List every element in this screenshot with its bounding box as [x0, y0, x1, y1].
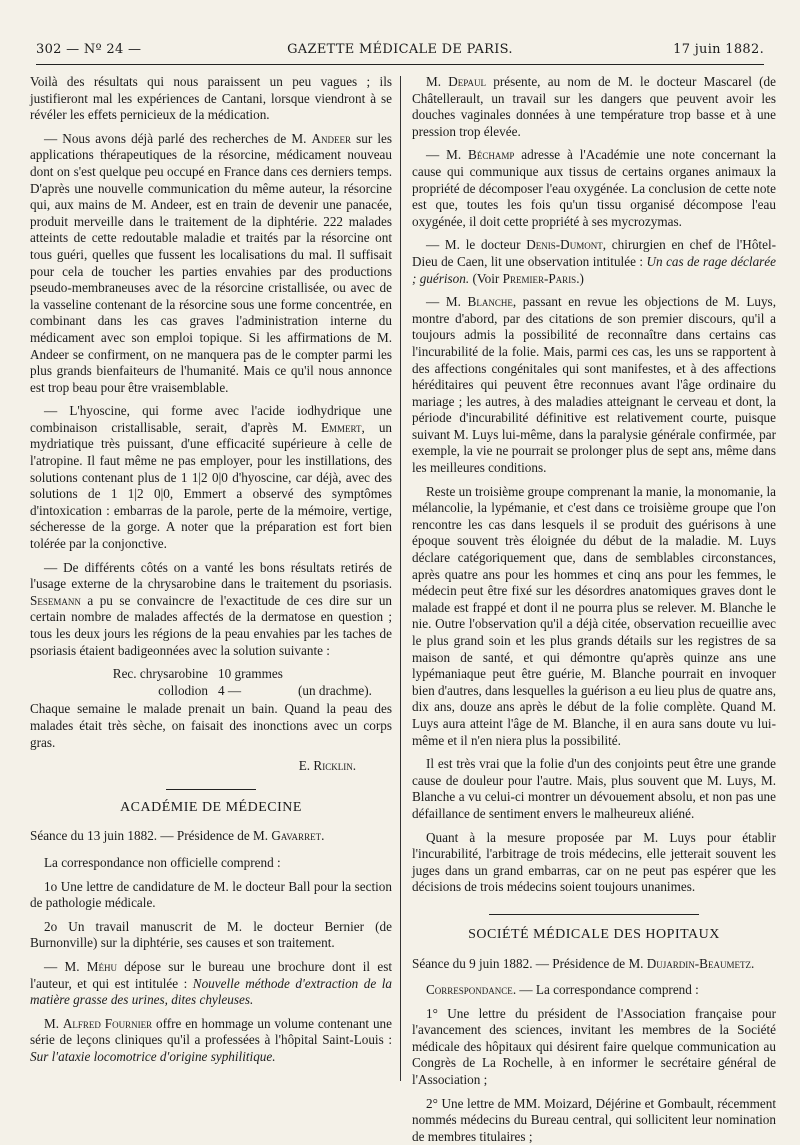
paragraph-denis-dumont: — M. le docteur Denis-Dumont, chirurgien en chef de l'Hôtel-Dieu de Caen, lit une observation intitulée : Un cas de rage déclarée ; guérison. (Voir Premier-Paris.): [412, 237, 776, 286]
paragraph-resorcine: — Nous avons déjà parlé des recherches de M. Andeer sur les applications thérapeutiques de la résorcine, médicament nouveau dont on s'est quelque peu occupé en France dans ces derniers temps. D'après une nouvelle communication du même auteur, la résorcine qui, aux mains de M. Andeer, est en train de devenir une panacée, produit merveille dans le traitement de la diphtérie. 222 malades atteints de cette redoutable maladie et traités par la résorcine ont tous guéri, quelles que fussent les localisations du mal. Il suffisait pour cela de toucher les parties envahies par des productions pseudo-membraneuses avec de la résorcine cristallisée, ou avec de la vasseline contenant de la résorcine sous une forme concentrée, en combinant dans les cas graves l'administration interne du médicament avec son emploi topique. Si les affirmations de M. Andeer se confirment, on ne manquera pas de le compter parmi les plus grands bienfaiteurs de l'humanité. Mais ce qu'il nous annonce est trop beau pour être vraisemblable.: [30, 130, 392, 395]
session-line: Séance du 9 juin 1882. — Présidence de M. Dujardin-Beaumetz.: [412, 955, 755, 971]
paragraph-cantani: Voilà des résultats qui nous paraissent un peu vagues ; ils justifieront mal les expériences de Cantani, lorsque viendront à se révéler les effets pernicieux de la médication.: [30, 74, 392, 123]
correspondence-heading: Correspondance. — La correspondance comprend :: [426, 982, 699, 998]
paragraph-troisieme-groupe: Reste un troisième groupe comprenant la manie, la monomanie, la mélancolie, la lypémanie, et c'est dans ce troisième groupe que l'on rencontre les cas dans lesquels il se produit des guérisons à une époque souvent très éloignée du début de la maladie. M. Luys déclare catégoriquement que, dans de semblables circonstances, après quatre ans pour les hommes et cinq ans pour les femmes, le médecin peut être fixé sur les désordres anatomiques graves dont le malade est frappé et dont il ne pourra plus se relever. M. Blanche le nie. Outre l'observation qu'il a déjà citée, observation recueillie avec le plus grand soin et les plus grands détails sur les registres de sa maison de santé, et qui démontre qu'après quinze ans une lypémaniaque peut être guérie, M. Blanche pourrait en invoquer bien d'autres, dans lesquelles la guérison a eu lieu plus de quatre ans, dix ans, douze ans après le début de la folie complète. Quand M. Luys aura atteint l'âge de M. Blanche, il en aura sans doute vu lui-même et il n'en niera plus la possibilité.: [412, 483, 776, 748]
prescription-formula: [30, 666, 392, 699]
author-name: Sesemann: [30, 592, 81, 608]
paragraph-fournier: M. Alfred Fournier offre en hommage un volume contenant une série de leçons cliniques qu'il a professées à l'hôpital Saint-Louis : Sur l'ataxie locomotrice d'origine syphilitique.: [30, 1015, 392, 1064]
section-title-societe: SOCIÉTÉ MÉDICALE DES HOPITAUX: [468, 926, 720, 942]
author-name: Andeer: [311, 130, 352, 146]
correspondence-item: 1o Une lettre de candidature de M. le docteur Ball pour la section de pathologie médicale.: [30, 878, 392, 911]
left-column: [30, 74, 392, 1084]
paragraph-bain: Chaque semaine le malade prenait un bain. Quand la peau des malades était très sèche, on faisait des inonctions avec un corps gras.: [30, 701, 392, 750]
formula-line: collodion 4 — (un drachme).: [158, 682, 372, 698]
section-divider: [489, 914, 699, 915]
page-header: [36, 38, 764, 65]
section-divider: [166, 789, 256, 790]
paragraph-depaul: M. Depaul présente, au nom de M. le docteur Mascarel (de Châtellerault, un travail sur les dangers que peuvent avoir les douches vaginales données à une température trop basse et à une pression trop élevée.: [412, 74, 777, 139]
right-column: [412, 74, 777, 1144]
issue-date: 17 juin 1882.: [673, 42, 764, 57]
formula-line: Rec. chrysarobine 10 grammes: [112, 666, 283, 682]
column-divider: [400, 76, 401, 1081]
page-number: 302 — Nº 24 —: [36, 42, 142, 57]
correspondence-item: 2o Un travail manuscrit de M. le docteur Bernier (de Burnonville) sur la diphtérie, ses causes et son traitement.: [30, 918, 392, 951]
paragraph-blanche: — M. Blanche, passant en revue les objections de M. Luys, montre d'abord, par des citations de son premier discours, qu'il a toujours admis la possibilité de reconnaître dans certains cas l'incurabilité de la folie. Mais, parmi ces cas, les uns se rapportent à des affections congénitales qui sont manifestes, et à des affections héréditaires qui peuvent être reconnues avant l'âge ordinaire du mariage ; les autres, à des maladies atteignant le cerveau et dont, la période d'incurabilité définitive est relativement courte, puisque suivant M. Luys lui-même, dans la paralysie générale confirmée, par exemple, la vie ne pourrait se prolonger plus de sept ans, même dans les meilleures conditions.: [412, 294, 776, 476]
author-signature: E. Ricklin.: [298, 758, 356, 774]
correspondence-intro: La correspondance non officielle comprend :: [44, 854, 281, 870]
paragraph-bechamp: — M. Béchamp adresse à l'Académie une note concernant la cause qui communique aux tissus de certains organes animaux la propriété de décomposer l'eau oxygénée. La conclusion de cette note est que, toutes les fois qu'un tissu organisé décompose l'eau oxygénée, il doit cette propriété à ses mycrozymas.: [412, 147, 777, 229]
paragraph-chrysarobine: — De différents côtés on a vanté les bons résultats retirés de l'usage externe de la chrysarobine dans le traitement du psoriasis. Sesemann a pu se convaincre de l'exactitude de ces dire sur un certain nombre de malades affectés de la dermatose en question ; tous les deux jours les régions de la peau envahies par les taches de psoriasis étaient badigeonnées avec la solution suivante :: [30, 559, 393, 658]
author-name: Emmert: [321, 419, 362, 435]
session-line: Séance du 13 juin 1882. — Présidence de M. Gavarret.: [30, 828, 325, 844]
paragraph-arbitrage: Quant à la mesure proposée par M. Luys pour établir l'incurabilité, l'arbitrage de trois médecins, elle jetterait souvent les juges dans un grand embarras, car on ne peut pas espérer que les décisions de trois médecins soient toujours unanimes.: [412, 829, 776, 895]
journal-title: GAZETTE MÉDICALE DE PARIS.: [287, 42, 513, 57]
correspondence-item: 2° Une lettre de MM. Moizard, Déjérine et Gombault, récemment nommés médecins du Bureau central, qui sollicitent leur nomination de membres titulaires ;: [412, 1095, 776, 1144]
paragraph-mehu: — M. Méhu dépose sur le bureau une brochure dont il est l'auteur, et qui est intitulée : Nouvelle méthode d'extraction de la matière grasse des urines, dites chyleuses.: [30, 958, 393, 1008]
section-title-academie: ACADÉMIE DE MÉDECINE: [120, 799, 302, 815]
correspondence-item: 1° Une lettre du président de l'Association française pour l'avancement des sciences, invitant les membres de la Société médicale des hôpitaux qui désirent faire quelque communication au Congrès de La Rochelle, à en informer le secrétaire général de l'Association ;: [412, 1005, 776, 1088]
paragraph-hyoscine: — L'hyoscine, qui forme avec l'acide iodhydrique une combinaison cristallisable, serait, d'après M. Emmert, un mydriatique très puissant, d'une efficacité supérieure à celle de l'atropine. Il faut même ne pas employer, pour les instillations, des solutions contenant plus de 1 1|2 0|0 d'hyoscine, car déjà, avec des solutions de 1 1|2 0|0, Emmert a observé des symptômes d'intoxication : embarras de la parole, perte de la mémoire, vertige, sécheresse de la gorge. A noter que la préparation est fort bien tolérée par la conjonctive.: [30, 403, 393, 552]
paragraph-conjoints: Il est très vrai que la folie d'un des conjoints peut être une grande cause de douleur pour l'autre. Mais, plus souvent que M. Luys, M. Blanche a vu celui-ci montrer un dévouement absolu, et non pas une défaillance de sentiment envers le malheureux aliéné.: [412, 756, 776, 821]
